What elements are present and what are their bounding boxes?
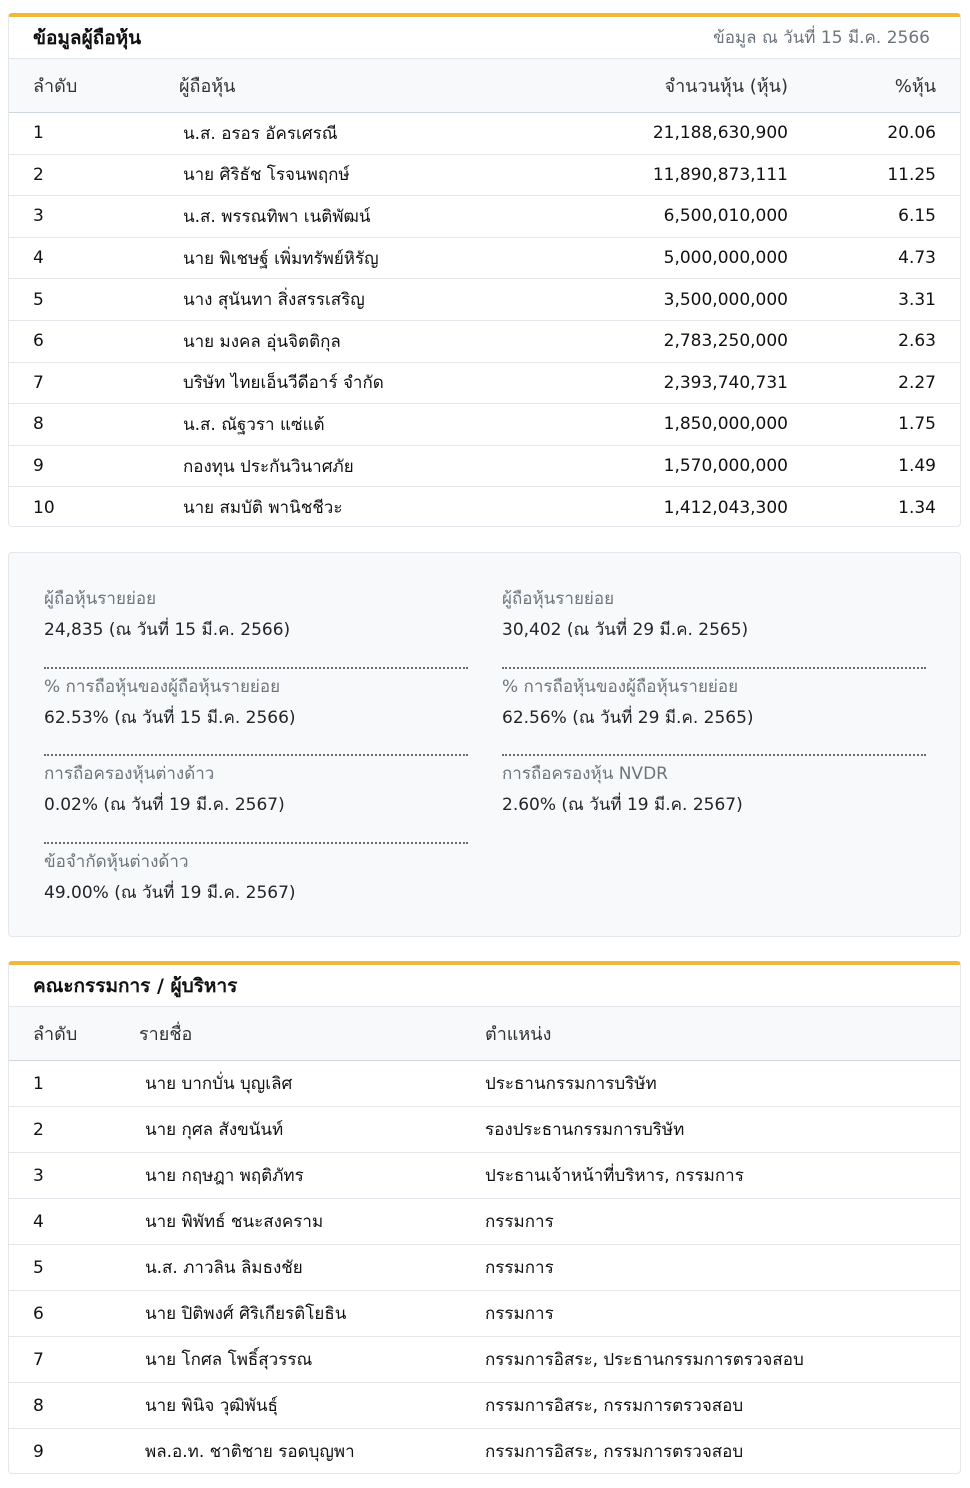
shareholders-card [8,13,961,527]
table-row [9,237,960,279]
shareholders-title: ข้อมูลผู้ถือหุ้น [33,26,142,49]
shares-cell: 1,850,000,000 [663,414,788,435]
shareholder-name-cell: บริษัท ไทยเอ็นวีดีอาร์ จำกัด [183,373,384,394]
shareholders-header [9,17,960,58]
shareholders-as-of: ข้อมูล ณ วันที่ 15 มี.ค. 2566 [713,28,930,48]
summary-value: 49.00% (ณ วันที่ 19 มี.ค. 2567) [44,882,296,903]
shareholder-name-cell: น.ส. พรรณทิพา เนติพัฒน์ [183,206,371,227]
rank-cell: 7 [33,1349,44,1370]
summary-value: 30,402 (ณ วันที่ 29 มี.ค. 2565) [502,620,749,640]
summary-item [502,669,926,757]
summary-label: การถือครองหุ้น NVDR [502,764,668,784]
summary-label: % การถือหุ้นของผู้ถือหุ้นรายย่อย [502,676,739,697]
rank-cell: 8 [33,1395,44,1416]
position-cell: กรรมการ [485,1258,554,1278]
shareholder-name-cell: นาง สุนันทา สิ่งสรรเสริญ [183,290,365,311]
shares-cell: 11,890,873,111 [652,164,788,185]
rank-cell: 4 [33,248,44,269]
position-cell: กรรมการอิสระ, กรรมการตรวจสอบ [485,1396,744,1416]
table-row [9,113,960,155]
table-row [9,1291,960,1337]
shareholder-name-cell: กองทุน ประกันวินาศภัย [183,456,354,477]
rank-cell: 3 [33,206,44,227]
shareholder-name-cell: น.ส. อรอร อัครเศรณี [183,123,338,144]
col-position: ตำแหน่ง [485,1024,552,1045]
summary-item [44,669,468,757]
col-rank: ลำดับ [33,1024,78,1045]
member-name-cell: พล.อ.ท. ชาติชาย รอดบุญพา [145,1442,355,1463]
shares-cell: 2,393,740,731 [663,372,788,393]
percent-cell: 1.75 [898,414,936,435]
summary-label: ผู้ถือหุ้นรายย่อย [44,589,157,609]
shareholder-name-cell: นาย มงคล อุ่นจิตติกุล [183,331,341,352]
table-row [9,404,960,446]
table-row [9,487,960,527]
table-row [9,362,960,404]
table-row [9,1245,960,1291]
shares-cell: 5,000,000,000 [663,248,788,269]
summary-item [44,844,468,932]
summary-label: ผู้ถือหุ้นรายย่อย [502,589,615,609]
summary-item [502,756,926,844]
member-name-cell: น.ส. ภาวลิน ลิมธงชัย [145,1258,303,1278]
position-cell: ประธานกรรมการบริษัท [485,1074,657,1094]
shares-cell: 6,500,010,000 [663,206,788,227]
table-row [9,1153,960,1199]
summary-value: 0.02% (ณ วันที่ 19 มี.ค. 2567) [44,795,285,815]
rank-cell: 5 [33,289,44,310]
rank-cell: 1 [33,1073,44,1094]
percent-cell: 11.25 [887,164,936,185]
table-row [9,1337,960,1383]
position-cell: กรรมการอิสระ, ประธานกรรมการตรวจสอบ [485,1350,804,1370]
rank-cell: 1 [33,123,44,144]
percent-cell: 6.15 [898,206,936,227]
col-name: รายชื่อ [139,1024,193,1045]
position-cell: กรรมการ [485,1212,554,1232]
shares-cell: 1,570,000,000 [663,456,788,477]
shareholding-summary [8,552,961,937]
table-row [9,1061,960,1107]
rank-cell: 2 [33,164,44,185]
shares-cell: 21,188,630,900 [652,123,788,144]
board-table-header [9,1007,960,1061]
shareholder-name-cell: นาย ศิริธัช โรจนพฤกษ์ [183,165,350,186]
position-cell: กรรมการอิสระ, กรรมการตรวจสอบ [485,1442,744,1463]
shareholders-table [9,58,960,527]
table-row [9,1429,960,1475]
rank-cell: 5 [33,1257,44,1278]
table-row [9,1107,960,1153]
summary-item [502,581,926,669]
table-row [9,445,960,487]
percent-cell: 1.34 [898,497,936,518]
member-name-cell: นาย กฤษฎา พฤติภัทร [145,1166,304,1186]
summary-label: การถือครองหุ้นต่างด้าว [44,764,215,784]
table-row [9,1383,960,1429]
rank-cell: 8 [33,414,44,435]
rank-cell: 9 [33,1441,44,1462]
percent-cell: 1.49 [898,456,936,477]
shares-cell: 1,412,043,300 [663,497,788,518]
shareholder-name-cell: น.ส. ณัฐวรา แซ่แต้ [183,414,325,435]
member-name-cell: นาย กุศล สังขนันท์ [145,1120,284,1140]
position-cell: ประธานเจ้าหน้าที่บริหาร, กรรมการ [485,1166,744,1186]
summary-item [44,756,468,844]
rank-cell: 6 [33,331,44,352]
table-row [9,1199,960,1245]
summary-right-column [502,581,926,844]
rank-cell: 10 [33,497,55,518]
summary-left-column [44,581,468,931]
percent-cell: 4.73 [898,248,936,269]
rank-cell: 3 [33,1165,44,1186]
summary-item [44,581,468,669]
summary-label: % การถือหุ้นของผู้ถือหุ้นรายย่อย [44,676,281,697]
position-cell: รองประธานกรรมการบริษัท [485,1120,685,1140]
member-name-cell: นาย พินิจ วุฒิพันธุ์ [145,1396,278,1416]
shares-cell: 3,500,000,000 [663,289,788,310]
member-name-cell: นาย โกศล โพธิ์สุวรรณ [145,1350,313,1370]
board-header [9,965,960,1006]
percent-cell: 20.06 [887,123,936,144]
percent-cell: 2.27 [898,372,936,393]
member-name-cell: นาย พิพัทธ์ ชนะสงคราม [145,1212,324,1232]
col-percent: %หุ้น [894,76,936,97]
rank-cell: 7 [33,372,44,393]
board-title: คณะกรรมการ / ผู้บริหาร [33,974,238,997]
rank-cell: 2 [33,1119,44,1140]
member-name-cell: นาย ปิติพงศ์ ศิริเกียรติโยธิน [145,1304,347,1324]
position-cell: กรรมการ [485,1304,554,1324]
board-card [8,961,961,1474]
summary-value: 62.56% (ณ วันที่ 29 มี.ค. 2565) [502,707,754,728]
shareholders-table-header [9,59,960,113]
table-row [9,320,960,362]
col-rank: ลำดับ [33,76,78,97]
rank-cell: 6 [33,1303,44,1324]
table-row [9,154,960,196]
table-row [9,279,960,321]
col-shareholder: ผู้ถือหุ้น [179,76,236,97]
summary-value: 24,835 (ณ วันที่ 15 มี.ค. 2566) [44,620,291,640]
shares-cell: 2,783,250,000 [663,331,788,352]
table-row [9,196,960,238]
percent-cell: 3.31 [898,289,936,310]
col-shares: จำนวนหุ้น (หุ้น) [664,76,788,97]
member-name-cell: นาย บากบั่น บุญเลิศ [145,1074,293,1094]
rank-cell: 4 [33,1211,44,1232]
shareholder-name-cell: นาย สมบัติ พานิชชีวะ [183,498,343,519]
shareholder-name-cell: นาย พิเชษฐ์ เพิ่มทรัพย์หิรัญ [183,248,379,269]
summary-value: 2.60% (ณ วันที่ 19 มี.ค. 2567) [502,795,743,815]
rank-cell: 9 [33,456,44,477]
summary-label: ข้อจำกัดหุ้นต่างด้าว [44,851,189,872]
summary-value: 62.53% (ณ วันที่ 15 มี.ค. 2566) [44,707,296,728]
board-table [9,1006,960,1474]
percent-cell: 2.63 [898,331,936,352]
